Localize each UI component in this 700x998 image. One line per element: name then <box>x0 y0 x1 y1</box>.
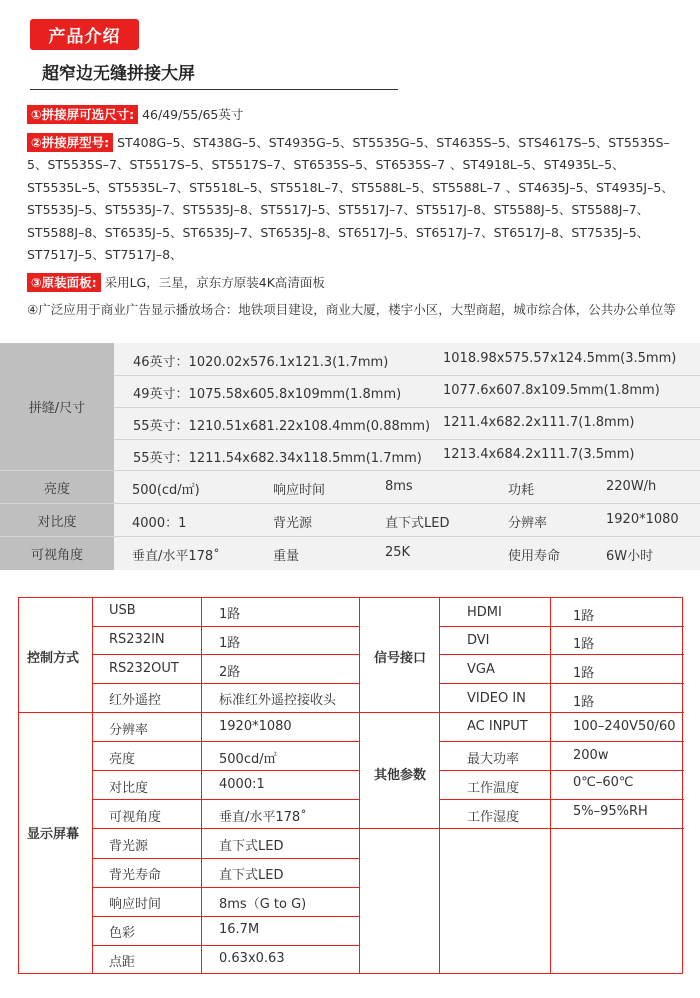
sizes-paragraph <box>27 104 677 127</box>
size-55-b: 1211.4x682.2x111.7(1.8mm) <box>443 415 635 430</box>
backlight-value: 直下式LED <box>385 516 450 531</box>
other-temp-value: 0℃–60℃ <box>573 775 634 790</box>
contrast-value: 4000：1 <box>132 516 187 531</box>
sizes-value: 46/49/55/65英寸 <box>142 107 244 122</box>
weight-label: 重量 <box>273 549 300 564</box>
divider <box>30 89 398 90</box>
row-divider <box>92 626 359 627</box>
size-55-a: 55英寸：1210.51x681.22x108.4mm(0.88mm) <box>133 419 431 434</box>
control-rs232out-value: 2路 <box>219 665 241 680</box>
seam-label: 拼缝/尺寸 <box>28 401 86 416</box>
signal-hdmi-value: 1路 <box>573 609 595 624</box>
row-divider <box>359 712 684 713</box>
signal-vga-label: VGA <box>467 662 495 677</box>
product-subtitle: 超窄边无缝拼接大屏 <box>42 64 195 84</box>
control-ir-value: 标准红外遥控接收头 <box>219 693 337 708</box>
sizes-tag: ①拼接屏可选尺寸: <box>27 105 138 124</box>
signal-hdmi-label: HDMI <box>467 605 502 620</box>
row-divider <box>114 407 700 408</box>
signal-video-label: VIDEO IN <box>467 691 526 706</box>
section-title-badge: 产品介绍 <box>30 19 139 50</box>
models-tag: ②拼接屏型号: <box>27 133 113 152</box>
display-response-value: 8ms（G to G) <box>219 897 307 912</box>
models-paragraph <box>27 132 677 267</box>
display-group-label: 显示屏幕 <box>27 827 80 842</box>
brightness-label-cell <box>0 471 114 503</box>
row-divider <box>114 375 700 376</box>
col-divider <box>359 598 360 973</box>
row-divider <box>439 799 684 800</box>
row-divider <box>439 770 684 771</box>
control-group-label: 控制方式 <box>27 651 80 666</box>
size-55-2-a: 55英寸：1211.54x682.34x118.5mm(1.7mm) <box>133 451 422 466</box>
display-backlight-life-label: 背光寿命 <box>109 868 162 883</box>
signal-group-label: 信号接口 <box>374 651 427 666</box>
signal-dvi-label: DVI <box>467 633 490 648</box>
brightness-label: 亮度 <box>43 481 70 497</box>
panel-paragraph <box>27 272 677 295</box>
row-divider <box>439 683 684 684</box>
seam-label-cell <box>0 343 114 470</box>
size-46-a: 46英寸：1020.02x576.1x121.3(1.7mm) <box>133 355 389 370</box>
row-divider <box>92 828 359 829</box>
other-humidity-label: 工作湿度 <box>467 810 520 825</box>
control-usb-label: USB <box>109 603 136 618</box>
other-temp-label: 工作温度 <box>467 781 520 796</box>
contrast-label: 对比度 <box>37 514 77 530</box>
size-49-a: 49英寸：1075.58x605.8x109mm(1.8mm) <box>133 387 402 402</box>
display-angle-value: 垂直/水平178˚ <box>219 810 307 825</box>
weight-value: 25K <box>385 545 411 560</box>
response-label: 响应时间 <box>273 483 326 498</box>
row-divider <box>114 439 700 440</box>
size-46-b: 1018.98x575.57x124.5mm(3.5mm) <box>443 351 677 366</box>
row-divider <box>92 887 359 888</box>
row-divider <box>92 654 359 655</box>
signal-dvi-value: 1路 <box>573 637 595 652</box>
other-ac-label: AC INPUT <box>467 719 528 734</box>
display-resolution-value: 1920*1080 <box>219 719 292 734</box>
other-power-value: 200w <box>573 748 609 763</box>
response-value: 8ms <box>385 479 413 494</box>
other-ac-value: 100–240V50/60 <box>573 719 676 734</box>
display-contrast-value: 4000:1 <box>219 777 265 792</box>
panel-value: 采用LG，三星，京东方原装4K高清面板 <box>104 274 325 290</box>
row-divider <box>439 654 684 655</box>
resolution-label: 分辨率 <box>508 516 548 531</box>
display-response-label: 响应时间 <box>109 897 162 912</box>
display-color-label: 色彩 <box>109 926 136 941</box>
usage-paragraph: ④广泛应用于商业广告显示播放场合：地铁项目建设，商业大厦，楼宇小区，大型商超，城市综合体，公共办公单位等 <box>27 302 676 317</box>
power-label: 功耗 <box>508 483 535 498</box>
other-power-label: 最大功率 <box>467 752 520 767</box>
row-divider <box>92 770 359 771</box>
spec-table-detail <box>18 597 683 974</box>
backlight-label: 背光源 <box>273 516 313 531</box>
display-angle-label: 可视角度 <box>109 810 162 825</box>
models-value: ST408G–5、ST438G–5、ST4935G–5、ST5535G–5、ST4635S–5、STS4617S–5、ST5535S–5、ST5535S–7、ST5517S–5、ST5517S–7、ST6535S–5、ST6535S–7 、ST4918L–5、ST4935L–5、ST5535L–5、ST5535L–7、ST5518L–5、ST5518L–7、ST5588L–5、ST5588L–7 、ST4635J–5、ST4935J–5、ST5535J–5、ST5535J–7、ST5535J–8、ST5517J–5、ST5517J–7、ST5517J–8、ST5588J–5、ST5588J–7、ST5588J–8、ST6535J–5、ST6535J–7、ST6535J–8、ST6517J–5、ST6517J–7、ST6517J–8、ST7535J–5、ST7517J–5、ST7517J–8、 <box>27 134 674 262</box>
control-rs232in-value: 1路 <box>219 636 241 651</box>
display-contrast-label: 对比度 <box>109 781 149 796</box>
row-divider <box>92 683 359 684</box>
row-divider <box>92 858 359 859</box>
display-brightness-label: 亮度 <box>109 752 136 767</box>
contrast-label-cell <box>0 504 114 536</box>
display-backlight-life-value: 直下式LED <box>219 868 284 883</box>
row-divider <box>439 741 684 742</box>
viewing-angle-value: 垂直/水平178˚ <box>132 549 220 564</box>
display-brightness-value: 500cd/㎡ <box>219 752 277 767</box>
display-pitch-value: 0.63x0.63 <box>219 951 285 966</box>
panel-tag: ③原装面板: <box>27 273 101 292</box>
row-divider <box>92 741 359 742</box>
viewing-angle-label-cell <box>0 537 114 570</box>
row-divider <box>439 626 684 627</box>
intro-section <box>27 104 677 327</box>
signal-video-value: 1路 <box>573 695 595 710</box>
signal-vga-value: 1路 <box>573 666 595 681</box>
power-value: 220W/h <box>606 479 657 494</box>
resolution-value: 1920*1080 <box>606 512 679 527</box>
brightness-value: 500(cd/㎡) <box>132 483 200 498</box>
other-group-label: 其他参数 <box>374 768 427 783</box>
row-divider <box>92 916 359 917</box>
display-color-value: 16.7M <box>219 922 260 937</box>
size-55-2-b: 1213.4x684.2x111.7(3.5mm) <box>443 447 635 462</box>
control-ir-label: 红外遥控 <box>109 693 162 708</box>
display-backlight-label: 背光源 <box>109 839 149 854</box>
display-pitch-label: 点距 <box>109 955 136 970</box>
other-humidity-value: 5%–95%RH <box>573 804 648 819</box>
lifespan-label: 使用寿命 <box>508 549 561 564</box>
row-divider <box>359 828 684 829</box>
row-divider <box>92 945 359 946</box>
display-backlight-value: 直下式LED <box>219 839 284 854</box>
row-divider <box>19 712 359 713</box>
control-rs232out-label: RS232OUT <box>109 661 179 676</box>
spec-table-summary <box>0 343 700 570</box>
size-49-b: 1077.6x607.8x109.5mm(1.8mm) <box>443 383 660 398</box>
control-rs232in-label: RS232IN <box>109 632 165 647</box>
lifespan-value: 6W小时 <box>606 549 654 564</box>
viewing-angle-label: 可视角度 <box>30 548 83 563</box>
control-usb-value: 1路 <box>219 607 241 622</box>
display-resolution-label: 分辨率 <box>109 723 149 738</box>
row-divider <box>92 799 359 800</box>
